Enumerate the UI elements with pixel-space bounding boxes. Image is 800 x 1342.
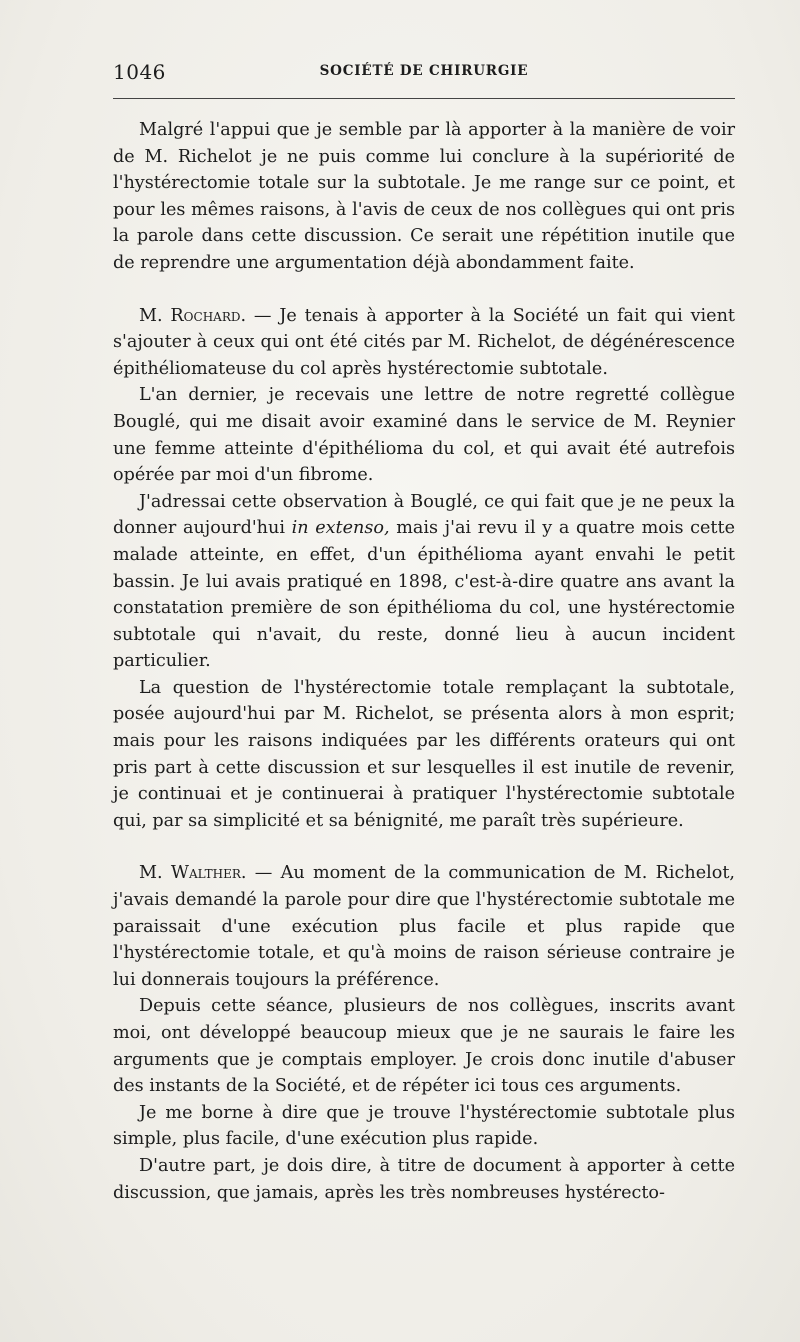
paragraph-5: La question de l'hystérectomie totale remplaçant la subtotale, posée aujourd'hui par M. Richelot, se présenta alors à mon esprit; mais pour les raisons indiquées par les différents orateurs qui ont pris part à cette discussion et sur lesquelles il est inutile de revenir, je continuai et je continuerai à pratiquer l'hystérectomie subtotale qui, par sa simplicité et sa bénignité, me paraît très supérieure. (113, 677, 735, 831)
paragraph-rochard-text: — Je tenais à apporter à la Société un fait qui vient s'ajouter à ceux qui ont été cités par M. Richelot, de dégénérescence épithéliomateuse du col après hystérectomie subtotale. (113, 305, 735, 379)
paragraph-7: Depuis cette séance, plusieurs de nos collègues, inscrits avant moi, ont développé beaucoup mieux que je ne saurais le faire les arguments que je comptais employer. Je crois donc inutile d'abuser des instants de la Société, et de répéter ici tous ces arguments. (113, 996, 735, 1097)
page-header (113, 60, 735, 86)
paragraph-4-part-b: mais j'ai revu il y a quatre mois cette malade atteinte, en effet, d'un épithélioma ayant envahi le petit bassin. Je lui avais pratiqué en 1898, c'est-à-dire quatre ans avant la constatation première de son épithélioma du col, une hystérectomie subtotale qui n'avait, du reste, donné lieu à aucun incident particulier. (113, 518, 735, 672)
speaker-walther: M. Walther. (139, 863, 247, 884)
running-title: SOCIÉTÉ DE CHIRURGIE (319, 63, 529, 79)
paragraph-walther-text: — Au moment de la communication de M. Richelot, j'avais demandé la parole pour dire que l'hystérectomie subtotale me paraissait d'une exécution plus facile et plus rapide que l'hystérectomie totale, et qu'à moins de raison sérieuse contraire je lui donnerais toujours la préférence. (113, 863, 735, 990)
paragraph-walther (113, 860, 735, 993)
page-number: 1046 (113, 60, 166, 84)
paragraph-rochard (113, 303, 735, 383)
paragraph-9: D'autre part, je dois dire, à titre de document à apporter à cette discussion, que jamais, après les très nombreuses hystérecto- (113, 1155, 735, 1203)
paragraph-4-part-a: J'adressai cette observation à Bouglé, ce qui fait que je ne peux la donner aujourd'hui (113, 491, 735, 539)
paragraph-1: Malgré l'appui que je semble par là apporter à la manière de voir de M. Richelot je ne puis comme lui conclure à la supériorité de l'hystérectomie totale sur la subtotale. Je me range sur ce point, et pour les mêmes raisons, à l'avis de ceux de nos collègues qui ont pris la parole dans cette discussion. Ce serait une répétition inutile que de reprendre une argumentation déjà abondamment faite. (113, 120, 735, 273)
paragraph-4 (113, 489, 735, 675)
body-text (113, 117, 735, 1206)
paragraph-3: L'an dernier, je recevais une lettre de notre regretté collègue Bouglé, qui me disait avoir examiné dans le service de M. Reynier une femme atteinte d'épithélioma du col, et qui avait été autrefois opérée par moi d'un fibrome. (113, 385, 735, 486)
header-rule (113, 98, 735, 99)
paragraph-4-italic: in extenso, (291, 518, 390, 539)
speaker-rochard: M. Rochard. (139, 305, 247, 326)
paragraph-8: Je me borne à dire que je trouve l'hystérectomie subtotale plus simple, plus facile, d'une exécution plus rapide. (113, 1102, 735, 1150)
